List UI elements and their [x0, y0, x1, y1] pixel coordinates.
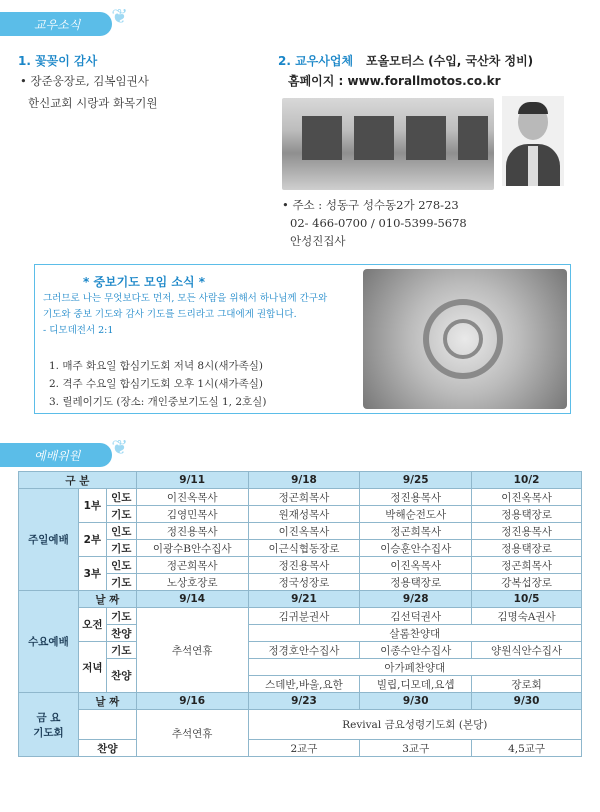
cell: 장로회 — [472, 676, 582, 693]
cell: 김명숙A권사 — [472, 608, 582, 625]
role-choir: 찬양 — [106, 659, 136, 693]
cell: 이광수B안수집사 — [136, 540, 248, 557]
table-row — [19, 608, 582, 625]
header-label: 구 분 — [19, 472, 137, 489]
revival-cell: Revival 금요성령기도회 (본당) — [248, 710, 581, 740]
date-label: 날 짜 — [78, 591, 136, 608]
cell: 아가페찬양대 — [248, 659, 581, 676]
role-pray: 기도 — [106, 608, 136, 625]
worship-schedule-table — [18, 471, 582, 757]
cell: 정곤희목사 — [248, 489, 360, 506]
cell: 정진용목사 — [248, 557, 360, 574]
role-lead: 인도 — [106, 489, 136, 506]
cell: 빌립,디모데,요셉 — [360, 676, 472, 693]
wed-date: 9/21 — [248, 591, 360, 608]
cell: 강복섭장로 — [472, 574, 582, 591]
business-owner: 안성진집사 — [290, 234, 346, 248]
role-pray: 기도 — [106, 506, 136, 523]
cell: 김선덕권사 — [360, 608, 472, 625]
role-choir: 찬양 — [106, 625, 136, 642]
cell: 정진용목사 — [136, 523, 248, 540]
header-date: 9/11 — [136, 472, 248, 489]
prayer-quote — [43, 291, 363, 339]
list-item: 2. 격주 수요일 합심기도회 오후 1시(새가족실) — [49, 378, 264, 390]
cell: 정곤희목사 — [472, 557, 582, 574]
service-2: 2부 — [78, 523, 106, 557]
cell: 정곤희목사 — [136, 557, 248, 574]
service-3: 3부 — [78, 557, 106, 591]
fri-date: 9/23 — [248, 693, 360, 710]
table-row — [19, 489, 582, 506]
cell: 2교구 — [248, 740, 360, 757]
role-lead: 인도 — [106, 557, 136, 574]
worship-section-tab — [0, 435, 128, 467]
table-row — [19, 557, 582, 574]
wed-date: 10/5 — [472, 591, 582, 608]
cell: 양원식안수집사 — [472, 642, 582, 659]
cell: 정진용목사 — [360, 489, 472, 506]
wednesday-label: 수요예배 — [19, 591, 79, 693]
cell: 김귀분권사 — [248, 608, 360, 625]
service-1: 1부 — [78, 489, 106, 523]
cell: 정곤희목사 — [360, 523, 472, 540]
business-name: 포올모터스 (수입, 국산차 정비) — [366, 54, 534, 68]
table-row — [19, 740, 582, 757]
cell: 이근식협동장로 — [248, 540, 360, 557]
cell: 4,5교구 — [472, 740, 582, 757]
cell: 이진옥목사 — [136, 489, 248, 506]
friday-label-1: 금 요 — [36, 711, 61, 724]
cell: 정용택장로 — [360, 574, 472, 591]
sunday-label: 주일예배 — [19, 489, 79, 591]
table-row — [19, 523, 582, 540]
prayer-list — [49, 357, 266, 411]
cell: 3교구 — [360, 740, 472, 757]
garage-photo — [282, 98, 494, 190]
header-date: 10/2 — [472, 472, 582, 489]
chuseok-cell: 추석연휴 — [136, 710, 248, 757]
empty-cell — [78, 710, 136, 740]
cell: 이승훈안수집사 — [360, 540, 472, 557]
business-phone: 02- 466-0700 / 010-5399-5678 — [290, 216, 467, 230]
business-heading: 2. 교우사업체 — [278, 54, 354, 68]
fri-date: 9/16 — [136, 693, 248, 710]
cell: 정진용목사 — [472, 523, 582, 540]
fri-date: 9/30 — [360, 693, 472, 710]
header-date: 9/18 — [248, 472, 360, 489]
cell: 박해순전도사 — [360, 506, 472, 523]
business-address: • 주소 : 성동구 성수동2가 278-23 — [282, 198, 459, 212]
intercessory-prayer-box — [34, 264, 571, 414]
fri-date: 9/30 — [472, 693, 582, 710]
cell: 스데반,바울,요한 — [248, 676, 360, 693]
cell: 노상호장로 — [136, 574, 248, 591]
cell: 김영민목사 — [136, 506, 248, 523]
news-tab-label: 교우소식 — [34, 18, 81, 32]
cell: 이진옥목사 — [472, 489, 582, 506]
quote-line-2: 기도와 중보 기도와 감사 기도를 드리라고 그대에게 권합니다. — [43, 309, 297, 320]
hands-photo — [363, 269, 567, 409]
butterfly-icon: ❦ — [111, 4, 128, 28]
owner-photo — [502, 96, 564, 186]
cell: 정국성장로 — [248, 574, 360, 591]
table-row — [19, 693, 582, 710]
header-date: 9/25 — [360, 472, 472, 489]
prayer-title: * 중보기도 모임 소식 * — [83, 275, 205, 289]
cell: 이진옥목사 — [248, 523, 360, 540]
list-item: 1. 매주 화요일 합심기도회 저녁 8시(새가족실) — [49, 360, 264, 372]
cell: 정용택장로 — [472, 506, 582, 523]
flowers-message: 한신교회 시랑과 화목기원 — [28, 96, 158, 110]
chuseok-cell: 추석연휴 — [136, 608, 248, 693]
friday-label — [19, 693, 79, 757]
cell: 정경호안수집사 — [248, 642, 360, 659]
date-label: 날 짜 — [78, 693, 136, 710]
list-item: 3. 릴레이기도 (장소: 개인중보기도실 1, 2호실) — [49, 396, 267, 408]
worship-tab-label: 예배위원 — [34, 449, 81, 463]
role-pray: 기도 — [106, 574, 136, 591]
friday-label-2: 기도회 — [33, 726, 64, 739]
cell: 살롬찬양대 — [248, 625, 581, 642]
evening-label: 저녁 — [78, 642, 106, 693]
cell: 정용택장로 — [472, 540, 582, 557]
table-row — [19, 710, 582, 740]
cell: 원재성목사 — [248, 506, 360, 523]
wed-date: 9/28 — [360, 591, 472, 608]
cell: 이진옥목사 — [360, 557, 472, 574]
table-row — [19, 472, 582, 489]
wed-date: 9/14 — [136, 591, 248, 608]
flowers-donors: • 장준웅장로, 김복임권사 — [20, 74, 149, 88]
news-section-tab — [0, 4, 128, 36]
quote-line-1: 그러므로 나는 무엇보다도 먼저, 모든 사람을 위해서 하나님께 간구와 — [43, 293, 328, 304]
morning-label: 오전 — [78, 608, 106, 642]
butterfly-icon: ❦ — [111, 435, 128, 459]
role-pray: 기도 — [106, 540, 136, 557]
role-pray: 기도 — [106, 642, 136, 659]
role-choir: 찬양 — [78, 740, 136, 757]
quote-reference: - 디모데전서 2:1 — [43, 325, 114, 336]
cell: 이종수안수집사 — [360, 642, 472, 659]
role-lead: 인도 — [106, 523, 136, 540]
flowers-heading: 1. 꽃꽂이 감사 — [18, 54, 98, 68]
business-homepage[interactable]: 홈페이지 : www.forallmotos.co.kr — [288, 74, 501, 88]
table-row — [19, 591, 582, 608]
